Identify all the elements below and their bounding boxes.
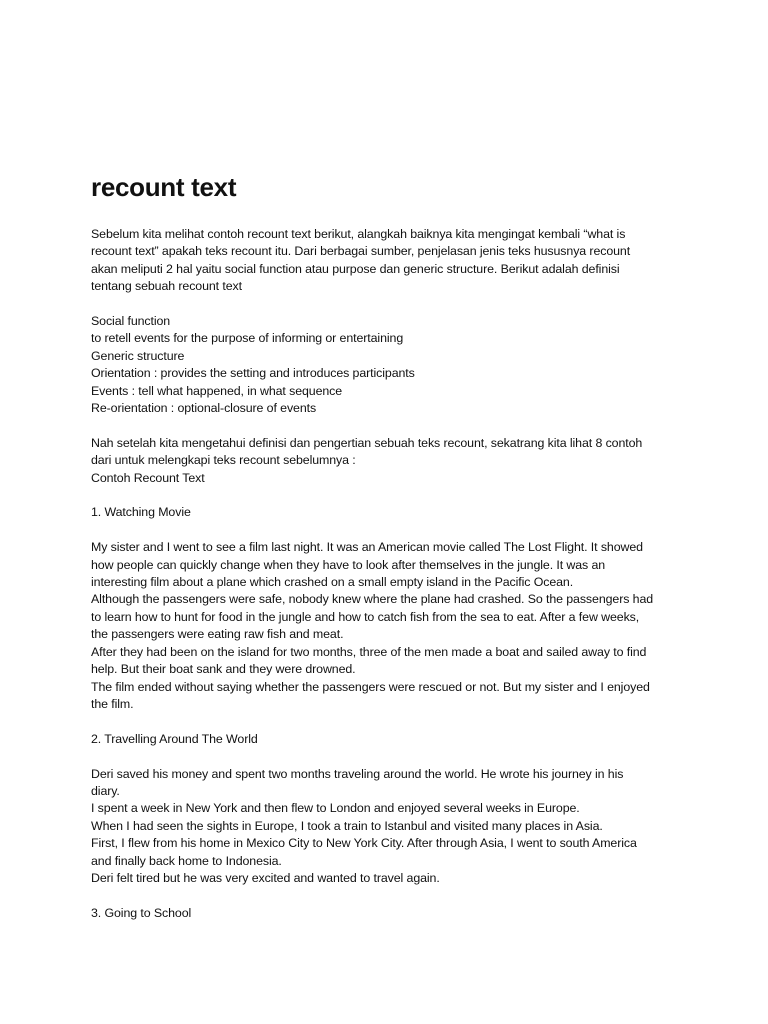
blank-line — [91, 713, 691, 730]
text-line: My sister and I went to see a film last night. It was an American movie called The Lost Flight. It showed — [91, 540, 643, 555]
text-line: and finally back home to Indonesia. — [91, 853, 282, 868]
text-line: help. But their boat sank and they were drowned. — [91, 662, 356, 677]
blank-line — [91, 296, 691, 313]
text-line: Social function — [91, 314, 171, 329]
text-line: recount text” apakah teks recount itu. Dari berbagai sumber, penjelasan jenis teks hususnya recount — [91, 244, 631, 259]
text-line: Generic structure — [91, 348, 185, 363]
document-page — [91, 170, 691, 922]
blank-line — [91, 417, 691, 434]
text-line: Although the passengers were safe, nobody knew where the plane had crashed. So the passengers had — [91, 592, 654, 607]
text-line: tentang sebuah recount text — [91, 279, 242, 294]
text-line: diary. — [91, 783, 120, 798]
text-line: 2. Travelling Around The World — [91, 731, 258, 746]
blank-line — [91, 748, 691, 765]
text-line: dari untuk melengkapi teks recount sebelumnya : — [91, 453, 356, 468]
text-line: interesting film about a plane which crashed on a small empty island in the Pacific Ocean. — [91, 575, 574, 590]
text-line: Deri saved his money and spent two months traveling around the world. He wrote his journey in his — [91, 766, 624, 781]
text-line: After they had been on the island for two months, three of the men made a boat and sailed away to find — [91, 644, 647, 659]
text-line: When I had seen the sights in Europe, I took a train to Istanbul and visited many places in Asia. — [91, 818, 603, 833]
text-line: the passengers were eating raw fish and meat. — [91, 627, 344, 642]
blank-line — [91, 887, 691, 904]
text-line: Contoh Recount Text — [91, 470, 205, 485]
text-line: 3. Going to School — [91, 905, 192, 920]
text-line: Re-orientation : optional-closure of events — [91, 401, 317, 416]
text-line: Orientation : provides the setting and introduces participants — [91, 366, 415, 381]
blank-line — [91, 487, 691, 504]
document-body — [91, 226, 691, 922]
blank-line — [91, 522, 691, 539]
text-line: to learn how to hunt for food in the jungle and how to catch fish from the sea to eat. After a few weeks, — [91, 609, 640, 624]
text-line: to retell events for the purpose of informing or entertaining — [91, 331, 404, 346]
text-line: akan meliputi 2 hal yaitu social function atau purpose dan generic structure. Berikut adalah definisi — [91, 261, 620, 276]
text-line: Nah setelah kita mengetahui definisi dan pengertian sebuah teks recount, sekatrang kita lihat 8 contoh — [91, 435, 643, 450]
text-line: Sebelum kita melihat contoh recount text berikut, alangkah baiknya kita mengingat kembali “what is — [91, 227, 626, 241]
text-line: Events : tell what happened, in what sequence — [91, 383, 343, 398]
document-title: recount text — [91, 172, 237, 202]
text-line: First, I flew from his home in Mexico City to New York City. After through Asia, I went to south America — [91, 836, 637, 851]
text-line: how people can quickly change when they have to look after themselves in the jungle. It was an — [91, 557, 606, 572]
text-line: I spent a week in New York and then flew to London and enjoyed several weeks in Europe. — [91, 801, 580, 816]
text-line: Deri felt tired but he was very excited and wanted to travel again. — [91, 870, 440, 885]
text-line: the film. — [91, 696, 134, 711]
text-line: 1. Watching Movie — [91, 505, 191, 520]
text-line: The film ended without saying whether the passengers were rescued or not. But my sister and I enjoyed — [91, 679, 650, 694]
